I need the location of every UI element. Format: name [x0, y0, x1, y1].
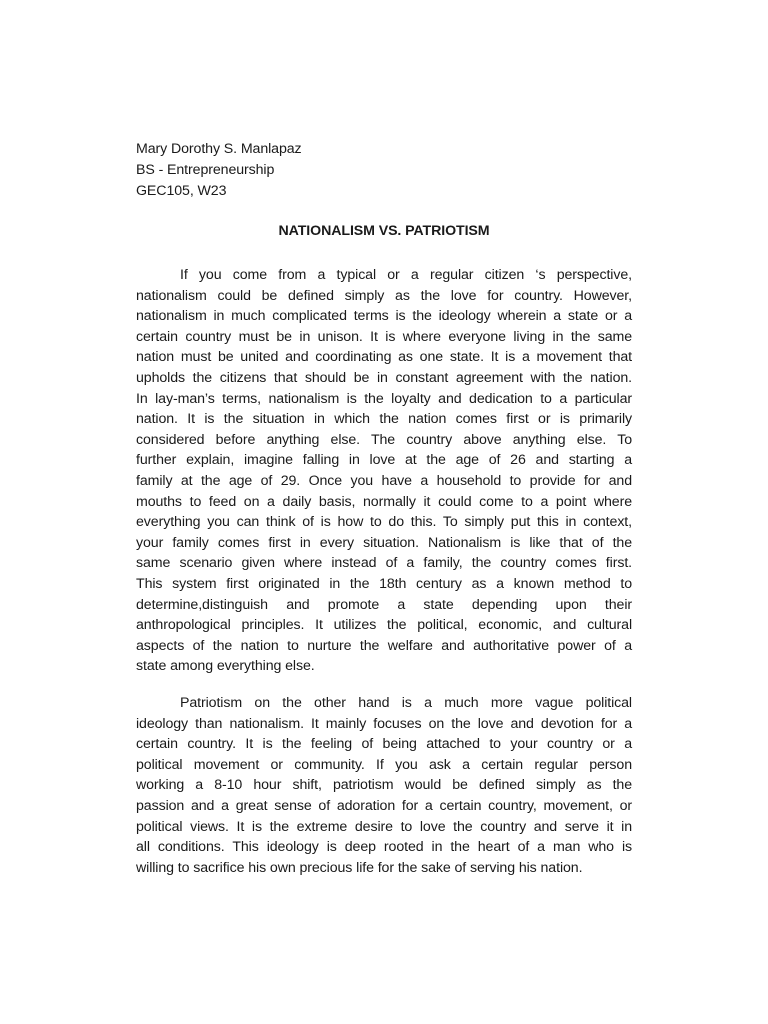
paragraph-line: anthropological principles. It utilizes the political, economic, and cultural — [136, 617, 632, 634]
program-name: BS - Entrepreneurship — [136, 162, 275, 178]
paragraph-line: working a 8-10 hour shift, patriotism would be defined simply as the — [136, 777, 632, 794]
paragraph-line: If you come from a typical or a regular citizen ‘s perspective, — [180, 267, 632, 283]
paragraph-line: your family comes first in every situation. Nationalism is like that of the — [136, 534, 632, 551]
paragraph-line: ideology than nationalism. It mainly focuses on the love and devotion for a — [136, 715, 632, 732]
paragraph-line: family at the age of 29. Once you have a household to provide for and — [136, 472, 632, 489]
paragraph-line: further explain, imagine falling in love at the age of 26 and starting a — [136, 452, 632, 469]
paragraph-line: everything you can think of is how to do this. To simply put this in context, — [136, 514, 632, 531]
paragraph-line: Patriotism on the other hand is a much more vague political — [180, 695, 632, 711]
paragraph-line: certain country must be in unison. It is where everyone living in the same — [136, 328, 632, 345]
paragraph-nationalism — [136, 265, 632, 677]
paragraph-line: nationalism in much complicated terms is the ideology wherein a state or a — [136, 308, 632, 325]
paragraph-line: all conditions. This ideology is deep rooted in the heart of a man who is — [136, 839, 632, 856]
paragraph-line: willing to sacrifice his own precious life for the sake of serving his nation. — [136, 859, 583, 876]
paragraph-line: aspects of the nation to nurture the welfare and authoritative power of a — [136, 637, 632, 654]
paragraph-line: nationalism could be defined simply as the love for country. However, — [136, 287, 632, 304]
document-header — [136, 139, 636, 202]
author-name: Mary Dorothy S. Manlapaz — [136, 141, 302, 157]
paragraph-line: In lay-man’s terms, nationalism is the loyalty and dedication to a particular — [136, 390, 632, 407]
essay-title: NATIONALISM VS. PATRIOTISM — [278, 223, 490, 239]
paragraph-line: state among everything else. — [136, 658, 315, 675]
paragraph-line: certain country. It is the feeling of being attached to your country or a — [136, 736, 632, 753]
paragraph-line: nation must be united and coordinating as one state. It is a movement that — [136, 349, 632, 366]
paragraph-line: determine,distinguish and promote a state depending upon their — [136, 596, 632, 613]
paragraph-line: political views. It is the extreme desire to love the country and serve it in — [136, 818, 632, 835]
paragraph-line: same scenario given where instead of a family, the country comes first. — [136, 555, 632, 572]
paragraph-line: upholds the citizens that should be in constant agreement with the nation. — [136, 369, 632, 386]
paragraph-line: mouths to feed on a daily basis, normally it could come to a point where — [136, 493, 632, 510]
paragraph-line: nation. It is the situation in which the nation comes first or is primarily — [136, 411, 632, 428]
course-code: GEC105, W23 — [136, 183, 227, 199]
paragraph-line: considered before anything else. The country above anything else. To — [136, 431, 632, 448]
paragraph-line: This system first originated in the 18th century as a known method to — [136, 575, 632, 592]
paragraph-line: political movement or community. If you ask a certain regular person — [136, 756, 632, 773]
paragraph-line: passion and a great sense of adoration for a certain country, movement, or — [136, 797, 632, 814]
paragraph-patriotism — [136, 693, 632, 878]
